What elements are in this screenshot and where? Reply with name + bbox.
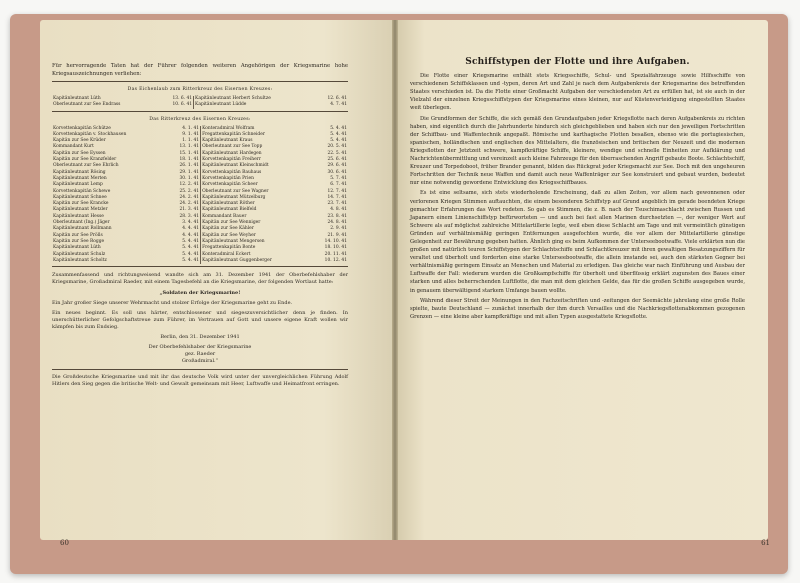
award-name: Kapitän zur See Kähler (201, 226, 311, 232)
section-heading-ritterkreuz: Das Ritterkreuz des Eisernen Kreuzes: (149, 116, 251, 122)
closing-text: Die Großdeutsche Kriegsmarine und mit ihr das deutsche Volk wird unter der unvergleichlichen Führung Adolf Hitlers den Sieg gegen die britische Welt- und Gewalt gemeinsam mit Heer, Luftwaffe und Heimatfront erringen. (52, 374, 348, 388)
award-date: 12. 2. 41 (179, 182, 200, 188)
award-name: Kapitänleutnant Lüth (53, 245, 101, 251)
award-row (52, 258, 348, 264)
signature-line: Großadmiral.“ (181, 358, 219, 365)
award-date: 3. 4. 41 (182, 220, 200, 226)
award-date: 24. 2. 41 (179, 194, 200, 200)
award-date: 15. 1. 41 (179, 150, 200, 156)
award-name: Kapitän zur See Rogge (53, 238, 105, 244)
award-name: Kapitänleutnant Kleinschmidt (201, 163, 311, 169)
award-name: Kapitän zur See Weyher (201, 233, 311, 239)
award-date: 5. 4. 41 (182, 257, 200, 263)
award-date: 5. 7. 41 (330, 175, 347, 181)
award-date: 13. 6. 41 (172, 96, 193, 101)
award-name: Kapitänleutnant Röther (201, 201, 311, 207)
book-gutter (392, 20, 398, 540)
award-name: Korvettenkapitän Schütze (53, 125, 111, 131)
award-name: Kapitänleutnant Schnee (53, 194, 107, 200)
award-name: Kapitänleutnant Hesse (53, 213, 104, 219)
award-date: 4. 4. 41 (182, 226, 200, 232)
award-date: 30. 1. 41 (179, 175, 200, 181)
award-name: Korvettenkapitän Schewe (53, 188, 111, 194)
award-date: 10. 12. 41 (324, 257, 347, 263)
award-date: 20. 5. 41 (327, 144, 347, 150)
award-name: Kapitänleutnant Bielfeld (201, 207, 311, 213)
award-date: 20. 11. 41 (324, 251, 347, 257)
divider (52, 369, 348, 370)
award-date: 5. 4. 41 (330, 138, 347, 144)
award-name: Oberleutnant zur See Ehrlich (53, 163, 119, 169)
award-date: 26. 1. 41 (179, 163, 200, 169)
place-date: Berlin, den 31. Dezember 1941 (160, 334, 240, 341)
award-table-ritterkreuz (52, 126, 348, 265)
award-date: 5. 4. 41 (330, 125, 347, 131)
body-paragraph: Die Grundformen der Schiffe, die sich gemäß den Grundaufgaben jeder Kriegsflotte nach deren Aufgabenkreis zu richten haben, sind eigentlich durch die Jahrhunderte hindurch sich gleichgeblieben und haben sich nur den jeweiligen Fortschritten der Schiffbau- und Waffentechnik angepaßt. Römische und karthagische Flotten besaßen, ebenso wie die portugiesischen, spanischen, holländischen und englischen des Mittelalters, die französischen und britischen der Neuzeit und die modernen Kriegsflotten der Jetztzeit schwere, kampfkräftige Schiffe, kleinere, wendige und schnelle Einheiten zur Aufklärung und Nachrichtenübermittlung und vereinzelt auch kleine Fahrzeuge für den überraschenden Angriff gebaute Boote. Schlachtschiff, Kreuzer und Torpedoboot, früher Brander genannt, bilden das Rückgrat jeder Kriegsmacht zur See. Doch mit den ungeheuren Fortschritten der Technik neue Waffen und damit auch neue Waffenträger zur See konstruiert und gebaut wurden, bedeutet nur eine notwendig gewordene Entwicklung des Kriegsschiffbaues. (410, 115, 745, 187)
award-date: 14. 10. 41 (324, 238, 347, 244)
award-name: Kapitän zur See Prölls (53, 232, 103, 238)
award-name: Oberleutnant zur See Wagner (201, 189, 311, 195)
award-name: Kapitänleutnant Hardegen (201, 151, 311, 157)
award-name: Kapitän zur See Kranzfelder (53, 157, 117, 163)
award-name: Kommandant Kurt (53, 144, 94, 150)
award-name: Kapitänleutnant Scholtz (53, 257, 107, 263)
award-date: 4. 8. 41 (330, 207, 347, 213)
signature-line: Der Oberbefehlshaber der Kriegsmarine (148, 344, 252, 351)
award-date: 18. 1. 41 (179, 157, 200, 163)
award-name: Oberleutnant zur See Endrass (53, 102, 121, 108)
award-name: Korvettenkapitän Scheer (201, 182, 311, 188)
body-paragraph: Die Flotte einer Kriegsmarine enthält stets Kriegsschiffe, Schul- und Spezialfahrzeuge sowie Hilfsschiffe von verschiedenen Schiffsklassen und -typen, deren Art und Zahl je nach dem Aufgabenkreis der Kriegsmarine des betreffenden Staates verschieden ist. Da die Flotte einer Großmacht Aufgaben der verschiedensten Art zu erfüllen hat, ist sie auch in der Vielzahl der einzelnen Kriegsschiffstypen der Kriegsmarine eines kleinen, nur auf Küstenverteidigung eingestellten Staates weit überlegen. (410, 73, 745, 112)
award-date: 24. 2. 41 (179, 201, 200, 207)
award-name: Konteradmiral Eckert (201, 252, 311, 258)
award-date: 5. 4. 41 (182, 245, 200, 251)
award-date: 13. 1. 41 (179, 144, 200, 150)
award-name: Kapitänleutnant Lüdde (194, 102, 315, 108)
body-paragraph: Während dieser Streit der Meinungen in den Fachzeitschriften und -zeitungen der Seemächte jahrelang eine große Rolle spielte, baute Deutschland — zunächst innerhalb der ihm durch Versailles und die Nachkriegsflottenabkommen gezogenen Grenzen — eine kleine aber kampfkräftige und mit allen Typen ausgestattete Kriegsflotte. (410, 297, 745, 320)
award-name: Oberleutnant (Ing.) Jäger (53, 220, 110, 226)
award-row (52, 102, 348, 108)
award-date: 30. 6. 41 (327, 169, 347, 175)
divider (52, 81, 348, 82)
award-table-eichenlaub (52, 96, 348, 109)
chapter-title: Schiffstypen der Flotte und ihre Aufgaben. (465, 57, 690, 67)
award-date: 4. 4. 41 (182, 232, 200, 238)
award-date: 9. 1. 41 (182, 131, 200, 137)
award-name: Kapitän zur See Krancke (53, 201, 109, 207)
award-name: Kapitänleutnant Mengersen (201, 239, 311, 245)
body-paragraph: Es ist eine seltsame, sich stets wiederholende Erscheinung, daß zu allen Zeiten, vor allem nach gewonnenen oder verlorenen Kriegen Stimmen auftauchten, die einem besonderen Schiffstyp auf Grund angeblich im gerade beendeten Kriege gemachter Erfahrungen das Wort redeten. So gab es Stimmen, die z. B. nach der Tsuschimaschlacht zwischen Russen und Japanern einem Linienschiffstyp befürworteten — und auch bei fast allen Marinen durchsetzten —, der weniger Wert auf Schwere als auf möglichst zahlreiche Mittelartillerie legte, weil eben diese Schlacht am Tage und mit vermeintlich günstigen Gründen auf verhältnismäßig geringen Entfernungen ausgefochten wurde, die vor allem der Mittelartillerie günstige Gelegenheit zur Bewährung gegeben hatten. Ähnlich ging es beim Aufkommen der Unterseebootwaffe. Viele erklärten nun die großen und natürlich teuren Schiffstypen der Schlachtschiffe und Schlachtkreuzer mit ihren gewaltigen Besatzungsziffern für veraltet und überholt und forderten eine starke Unterseebootwaffe, die allein imstande sei, auch den stärksten Gegner bei verhältnismäßig geringem Einsatz an Menschen und Material zu erledigen. Das gleiche war nach Einführung und Ausbau der Luftwaffe der Fall: wiederum wurden die Großkampfschiffe für überholt und überflüssig erklärt zugunsten des Baues einer starken und alles beherrschenden Luftflotte, die man mit dem gleichen Gelde, das für die großen Schiffe ausgegeben wurde, in genauem überwältigend starkem Umfange bauen wollte. (410, 190, 745, 294)
award-name: Kapitän zur See Krüder (53, 138, 106, 144)
award-name: Kommandant Bauer (201, 214, 311, 220)
award-date: 22. 5. 41 (327, 150, 347, 156)
award-name: Oberleutnant zur See Topp (201, 144, 311, 150)
award-date: 5. 4. 41 (330, 131, 347, 137)
order-salutation: „Soldaten der Kriegsmarine! (159, 290, 241, 297)
award-name: Korvettenkapitän Prien (201, 176, 311, 182)
award-name: Fregattenkapitän Schneider (201, 132, 311, 138)
intro-text: Für hervorragende Taten hat der Führer folgenden weiteren Angehörigen der Kriegsmarine hohe Kriegsauszeichnungen verliehen: (52, 63, 348, 77)
award-date: 12. 7. 41 (327, 188, 347, 194)
left-page-text (52, 62, 348, 391)
summary-text: Zusammenfassend und richtungweisend wandte sich am 31. Dezember 1941 der Oberbefehlshaber der Kriegsmarine, Großadmiral Raeder, mit einem Tagesbefehl an die Kriegsmarine, der folgenden Wortlaut hatte: (52, 272, 348, 286)
award-name: Kapitänleutnant Merten (53, 175, 107, 181)
award-name: Kapitänleutnant Rollmann (53, 226, 112, 232)
award-date: 4. 7. 41 (330, 102, 347, 108)
award-name: Korvettenkapitän v. Stockhausen (53, 131, 127, 137)
award-date: 14. 7. 41 (327, 194, 347, 200)
award-date: 21. 9. 41 (327, 232, 347, 238)
award-date: 4. 1. 41 (182, 125, 200, 131)
award-date: 2. 9. 41 (330, 226, 347, 232)
award-date: 23. 8. 41 (327, 213, 347, 219)
award-date: 29. 1. 41 (179, 169, 200, 175)
award-date: 25. 6. 41 (327, 157, 347, 163)
right-page-text (410, 58, 745, 323)
award-date: 25. 2. 41 (179, 188, 200, 194)
award-name: Korvettenkapitän Bauhaus (201, 170, 311, 176)
award-name: Kapitänleutnant Lüth (53, 96, 101, 101)
award-name: Kapitänleutnant Guggenberger (201, 258, 311, 264)
award-name: Kapitänleutnant Mützelburg (201, 195, 311, 201)
award-name: Kapitän zur See Eyssen (53, 150, 106, 156)
award-date: 5. 4. 41 (182, 251, 200, 257)
award-name: Konteradmiral Wolfram (201, 126, 311, 132)
award-name: Korvettenkapitän Freiherr (201, 157, 311, 163)
signature-line: gez. Raeder (184, 351, 216, 358)
section-heading-eichenlaub: Das Eichenlaub zum Ritterkreuz des Eisernen Kreuzes: (127, 87, 273, 92)
award-date: 6. 7. 41 (330, 182, 347, 188)
award-name: Kapitän zur See Wenniger (201, 220, 311, 226)
award-date: 29. 6. 41 (327, 163, 347, 169)
award-date: 23. 7. 41 (327, 201, 347, 207)
award-date: 24. 8. 41 (327, 220, 347, 226)
award-date: 10. 6. 41 (172, 102, 193, 108)
award-name: Kapitänleutnant Schulz (53, 251, 106, 257)
award-date: 28. 3. 41 (179, 213, 200, 219)
award-name: Kapitänleutnant Lemp (53, 182, 103, 188)
award-name: Kapitänleutnant Herbert Schultze (194, 96, 315, 102)
award-name: Kapitänleutnant Kraus (201, 138, 311, 144)
award-date: 12. 6. 41 (327, 96, 347, 101)
award-date: 21. 3. 41 (179, 207, 200, 213)
order-paragraph: Ein neues beginnt. Es soll uns härter, entschlossener und siegeszuversichtlicher denn je finden. In unerschütterlicher Gefolgschaftstreue zum Führer, im Vertrauen auf Gott und unsere eigene Kraft wollen wir kämpfen bis zum Endsieg. (52, 310, 348, 331)
award-name: Kapitänleutnant Metzler (53, 207, 108, 213)
page-number-left: 60 (60, 539, 69, 547)
divider (52, 266, 348, 267)
page-number-right: 61 (761, 539, 770, 547)
award-name: Fregattenkapitän Bonte (201, 245, 311, 251)
order-paragraph: Ein Jahr großer Siege unserer Wehrmacht und stolzer Erfolge der Kriegsmarine geht zu Ende. (52, 300, 293, 307)
award-date: 1. 1. 41 (182, 138, 200, 144)
award-date: 18. 10. 41 (324, 245, 347, 251)
award-name: Kapitänleutnant Rösing (53, 169, 106, 175)
award-date: 5. 4. 41 (182, 238, 200, 244)
divider (52, 111, 348, 112)
